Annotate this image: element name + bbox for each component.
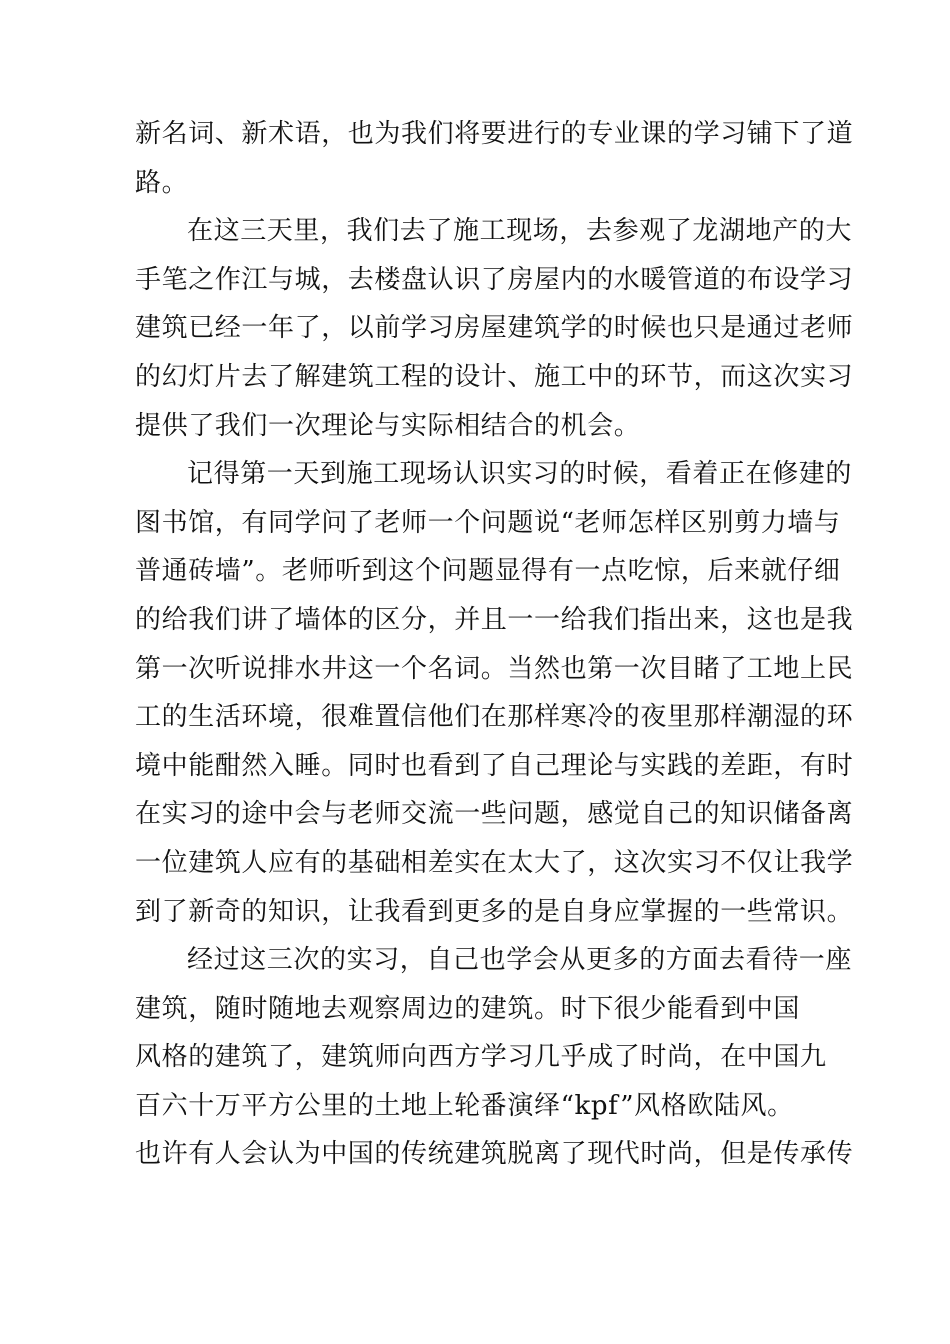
text-line: 在实习的途中会与老师交流一些问题，感觉自己的知识储备离 [135,799,854,830]
text-line: 境中能酣然入睡。同时也看到了自己理论与实践的差距，有时 [135,750,854,781]
text-line: 风格的建筑了，建筑师向西方学习几乎成了时尚，在中国九 [135,1042,827,1073]
text-line: 普通砖墙”。老师听到这个问题显得有一点吃惊，后来就仔细 [135,556,841,587]
body-text [135,110,854,1179]
text-line: 的幻灯片去了解建筑工程的设计、施工中的环节，而这次实习 [135,361,854,392]
text-line: 在这三天里，我们去了施工现场，去参观了龙湖地产的大 [187,216,853,247]
text-line: 到了新奇的知识，让我看到更多的是自身应掌握的一些常识。 [135,896,854,927]
text-line: 也许有人会认为中国的传统建筑脱离了现代时尚，但是传承传 [135,1139,854,1170]
text-line: 记得第一天到施工现场认识实习的时候，看着正在修建的 [187,459,853,490]
text-line: 新名词、新术语，也为我们将要进行的专业课的学习铺下了道 [135,119,854,149]
text-line: 建筑已经一年了，以前学习房屋建筑学的时候也只是通过老师 [135,313,854,344]
text-line: 工的生活环境，很难置信他们在那样寒冷的夜里那样潮湿的环 [135,702,854,733]
text-line: 经过这三次的实习，自己也学会从更多的方面去看待一座 [187,945,853,976]
text-line: 路。 [135,167,189,198]
text-line: 手笔之作江与城，去楼盘认识了房屋内的水暖管道的布设学习 [135,264,854,295]
text-line: 建筑，随时随地去观察周边的建筑。时下很少能看到中国 [135,993,801,1024]
text-line: 百六十万平方公里的土地上轮番演绎“kpf”风格欧陆风。 [135,1090,794,1121]
text-line: 提供了我们一次理论与实际相结合的机会。 [135,410,641,441]
text-line: 的给我们讲了墙体的区分，并且一一给我们指出来，这也是我 [135,604,854,635]
text-line: 图书馆，有同学问了老师一个问题说“老师怎样区别剪力墙与 [135,507,841,538]
text-line: 一位建筑人应有的基础相差实在太大了，这次实习不仅让我学 [135,847,854,878]
text-line: 第一次听说排水井这一个名词。当然也第一次目睹了工地上民 [135,653,854,684]
